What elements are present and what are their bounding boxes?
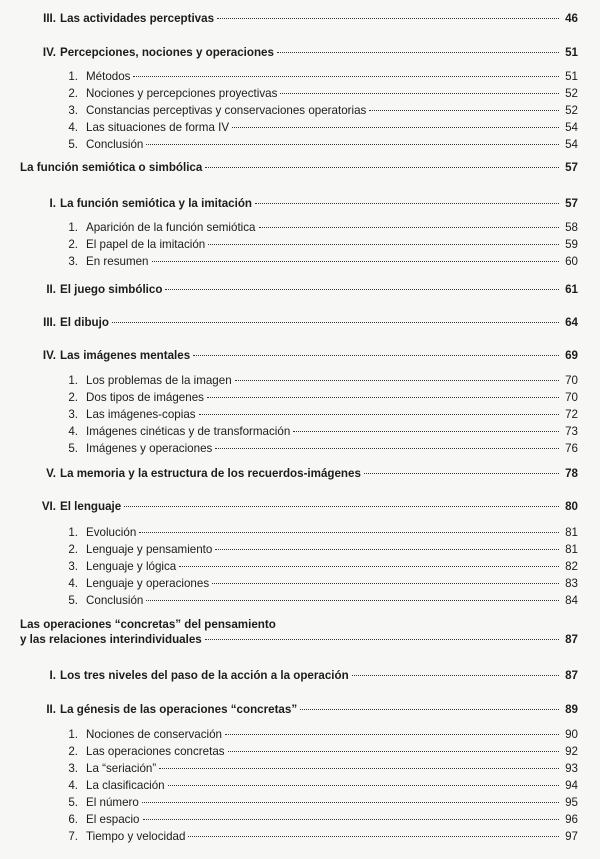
- toc-entry-title: Conclusión: [86, 138, 144, 151]
- toc-entry-number: II.: [46, 283, 56, 296]
- toc-entry-number: I.: [49, 669, 56, 682]
- toc-entry: [38, 500, 578, 514]
- toc-entry-number: 4.: [68, 121, 78, 134]
- dot-leader: [212, 583, 559, 584]
- toc-entry: [66, 391, 578, 405]
- toc-entry-title: Imágenes cinéticas y de transformación: [86, 425, 291, 438]
- dot-leader: [179, 566, 559, 567]
- toc-entry-page-number: 90: [565, 728, 578, 741]
- toc-entry-page-number: 84: [565, 594, 578, 607]
- toc-entry-page-number: 52: [565, 87, 578, 100]
- toc-entry-title: Métodos: [86, 70, 131, 83]
- dot-leader: [205, 167, 559, 168]
- toc-entry-number: IV.: [42, 46, 56, 59]
- toc-entry-title: Aparición de la función semiótica: [86, 221, 256, 234]
- dot-leader: [364, 473, 559, 474]
- toc-entry: [66, 745, 578, 759]
- toc-entry-page-number: 81: [565, 526, 578, 539]
- toc-entry: [66, 87, 578, 101]
- toc-entry-title: Constancias perceptivas y conservaciones operatorias: [86, 104, 367, 117]
- toc-entry-page-number: 72: [565, 408, 578, 421]
- toc-entry-page-number: 89: [565, 703, 578, 716]
- dot-leader: [199, 414, 559, 415]
- toc-entry: [38, 703, 578, 717]
- dot-leader: [112, 322, 559, 323]
- dot-leader: [369, 110, 559, 111]
- toc-entry-title: Las actividades perceptivas: [60, 12, 215, 25]
- toc-entry: [38, 12, 578, 26]
- dot-leader: [193, 355, 559, 356]
- toc-entry: [38, 669, 578, 683]
- toc-entry: [66, 408, 578, 422]
- toc-entry-title: Nociones y percepciones proyectivas: [86, 87, 278, 100]
- toc-entry: [66, 104, 578, 118]
- toc-entry-number: 4.: [68, 779, 78, 792]
- toc-entry-title: El espacio: [86, 813, 140, 826]
- dot-leader: [188, 836, 559, 837]
- dot-leader: [124, 506, 559, 507]
- toc-entry-page-number: 80: [565, 500, 578, 513]
- toc-entry-title: La “seriación”: [86, 762, 157, 775]
- toc-entry-page-number: 70: [565, 391, 578, 404]
- toc-entry-page-number: 76: [565, 442, 578, 455]
- toc-entry-title: Las imágenes-copias: [86, 408, 196, 421]
- toc-entry-number: 6.: [68, 813, 78, 826]
- toc-entry-number: 2.: [68, 543, 78, 556]
- toc-entry-number: 5.: [68, 442, 78, 455]
- toc-entry-number: 5.: [68, 796, 78, 809]
- toc-entry-page-number: 57: [565, 161, 578, 174]
- toc-entry: [20, 633, 578, 647]
- dot-leader: [235, 380, 559, 381]
- toc-entry-title: Dos tipos de imágenes: [86, 391, 204, 404]
- toc-entry-page-number: 69: [565, 349, 578, 362]
- toc-entry-title: Lenguaje y pensamiento: [86, 543, 213, 556]
- toc-entry-number: I.: [49, 197, 56, 210]
- toc-entry: [20, 161, 578, 175]
- toc-entry-number: VI.: [41, 500, 56, 513]
- dot-leader: [228, 751, 559, 752]
- dot-leader: [133, 76, 559, 77]
- toc-entry-number: 1.: [68, 374, 78, 387]
- toc-entry: [38, 349, 578, 363]
- dot-leader: [146, 600, 559, 601]
- toc-entry-number: 5.: [68, 138, 78, 151]
- toc-entry-title: Imágenes y operaciones: [86, 442, 213, 455]
- toc-entry: [66, 526, 578, 540]
- dot-leader: [165, 289, 559, 290]
- toc-entry-page-number: 96: [565, 813, 578, 826]
- toc-entry-title: El lenguaje: [60, 500, 122, 513]
- toc-entry-title: Los tres niveles del paso de la acción a la operación: [60, 669, 349, 682]
- dot-leader: [146, 144, 559, 145]
- toc-entry-title: Tiempo y velocidad: [86, 830, 186, 843]
- toc-entry-number: III.: [43, 12, 56, 25]
- toc-entry-title: La función semiótica y la imitación: [60, 197, 252, 210]
- dot-leader: [152, 261, 559, 262]
- dot-leader: [225, 734, 559, 735]
- toc-entry: [38, 283, 578, 297]
- toc-entry-page-number: 51: [565, 46, 578, 59]
- toc-entry-number: III.: [43, 316, 56, 329]
- toc-entry: [66, 543, 578, 557]
- toc-entry-page-number: 52: [565, 104, 578, 117]
- toc-entry: [66, 138, 578, 152]
- toc-entry-number: 4.: [68, 577, 78, 590]
- dot-leader: [293, 431, 559, 432]
- toc-entry-title: Los problemas de la imagen: [86, 374, 232, 387]
- toc-entry-number: 3.: [68, 560, 78, 573]
- toc-entry-title: El número: [86, 796, 139, 809]
- dot-leader: [280, 93, 559, 94]
- dot-leader: [215, 549, 559, 550]
- toc-entry: [66, 830, 578, 844]
- toc-entry-number: V.: [46, 467, 56, 480]
- toc-entry-page-number: 73: [565, 425, 578, 438]
- toc-entry-page-number: 93: [565, 762, 578, 775]
- toc-entry-page-number: 82: [565, 560, 578, 573]
- toc-entry-title: El juego simbólico: [60, 283, 163, 296]
- toc-entry: [66, 442, 578, 456]
- dot-leader: [352, 675, 559, 676]
- toc-entry-page-number: 54: [565, 138, 578, 151]
- toc-entry-title: La función semiótica o simbólica: [20, 161, 203, 174]
- toc-entry-number: II.: [46, 703, 56, 716]
- toc-entry-page-number: 78: [565, 467, 578, 480]
- toc-entry: [66, 221, 578, 235]
- toc-entry-title: La génesis de las operaciones “concretas”: [60, 703, 298, 716]
- toc-entry-title: Lenguaje y lógica: [86, 560, 177, 573]
- dot-leader: [215, 448, 559, 449]
- toc-entry-page-number: 87: [565, 633, 578, 646]
- toc-entry-title: Percepciones, nociones y operaciones: [60, 46, 274, 59]
- toc-entry-number: 3.: [68, 408, 78, 421]
- toc-entry-page-number: 97: [565, 830, 578, 843]
- toc-entry-page-number: 51: [565, 70, 578, 83]
- toc-entry-number: 4.: [68, 425, 78, 438]
- toc-entry: [66, 238, 578, 252]
- toc-entry: [66, 594, 578, 608]
- toc-entry-number: 2.: [68, 238, 78, 251]
- toc-entry-title: Las situaciones de forma IV: [86, 121, 230, 134]
- toc-entry: [66, 796, 578, 810]
- toc-entry-page-number: 46: [565, 12, 578, 25]
- dot-leader: [300, 709, 559, 710]
- toc-entry: [38, 46, 578, 60]
- toc-entry-page-number: 60: [565, 255, 578, 268]
- dot-leader: [168, 785, 559, 786]
- toc-entry: [66, 728, 578, 742]
- dot-leader: [159, 768, 559, 769]
- dot-leader: [143, 819, 560, 820]
- toc-entry-number: 7.: [68, 830, 78, 843]
- toc-entry-page-number: 92: [565, 745, 578, 758]
- toc-entry: [66, 70, 578, 84]
- toc-entry: [66, 374, 578, 388]
- toc-entry-number: 3.: [68, 104, 78, 117]
- dot-leader: [259, 227, 560, 228]
- toc-entry: [66, 560, 578, 574]
- toc-entry-number: 1.: [68, 70, 78, 83]
- toc-entry-title: Lenguaje y operaciones: [86, 577, 210, 590]
- toc-entry: [38, 467, 578, 481]
- toc-entry-number: 1.: [68, 526, 78, 539]
- toc-entry: [66, 762, 578, 776]
- dot-leader: [232, 127, 559, 128]
- toc-entry-number: IV.: [42, 349, 56, 362]
- dot-leader: [217, 18, 559, 19]
- toc-entry-title: La clasificación: [86, 779, 165, 792]
- toc-entry-title: La memoria y la estructura de los recuerdos-imágenes: [60, 467, 361, 480]
- dot-leader: [142, 802, 559, 803]
- toc-entry-page-number: 54: [565, 121, 578, 134]
- dot-leader: [255, 203, 559, 204]
- toc-entry-number: 2.: [68, 745, 78, 758]
- toc-entry: [66, 779, 578, 793]
- toc-entry-page-number: 61: [565, 283, 578, 296]
- toc-entry: [66, 255, 578, 269]
- toc-entry: [66, 425, 578, 439]
- toc-entry-number: 1.: [68, 221, 78, 234]
- toc-entry-title: El papel de la imitación: [86, 238, 206, 251]
- dot-leader: [208, 244, 559, 245]
- toc-entry-page-number: 87: [565, 669, 578, 682]
- toc-entry-number: 2.: [68, 391, 78, 404]
- dot-leader: [205, 639, 559, 640]
- toc-entry-page-number: 59: [565, 238, 578, 251]
- toc-entry-number: 3.: [68, 762, 78, 775]
- toc-entry-page-number: 58: [565, 221, 578, 234]
- toc-entry-number: 5.: [68, 594, 78, 607]
- toc-entry-page-number: 70: [565, 374, 578, 387]
- toc-entry-number: 1.: [68, 728, 78, 741]
- toc-entry: [66, 813, 578, 827]
- toc-entry-title: El dibujo: [60, 316, 109, 329]
- chapter-heading-line1: Las operaciones “concretas” del pensamiento: [20, 618, 276, 631]
- toc-entry-title: Nociones de conservación: [86, 728, 222, 741]
- toc-entry: [66, 121, 578, 135]
- toc-entry-title: Las operaciones concretas: [86, 745, 225, 758]
- toc-entry-page-number: 94: [565, 779, 578, 792]
- toc-entry-page-number: 64: [565, 316, 578, 329]
- toc-entry-page-number: 95: [565, 796, 578, 809]
- toc-entry-number: 2.: [68, 87, 78, 100]
- toc-entry-number: 3.: [68, 255, 78, 268]
- toc-entry-title: Conclusión: [86, 594, 144, 607]
- toc-entry-page-number: 57: [565, 197, 578, 210]
- toc-entry: [38, 197, 578, 211]
- toc-entry: [66, 577, 578, 591]
- toc-entry-title: En resumen: [86, 255, 149, 268]
- toc-entry-page-number: 81: [565, 543, 578, 556]
- toc-entry-title: y las relaciones interindividuales: [20, 633, 202, 646]
- toc-entry-title: Las imágenes mentales: [60, 349, 191, 362]
- dot-leader: [207, 397, 559, 398]
- toc-entry-page-number: 83: [565, 577, 578, 590]
- toc-entry: [38, 316, 578, 330]
- dot-leader: [277, 52, 559, 53]
- toc-entry-title: Evolución: [86, 526, 137, 539]
- dot-leader: [139, 532, 559, 533]
